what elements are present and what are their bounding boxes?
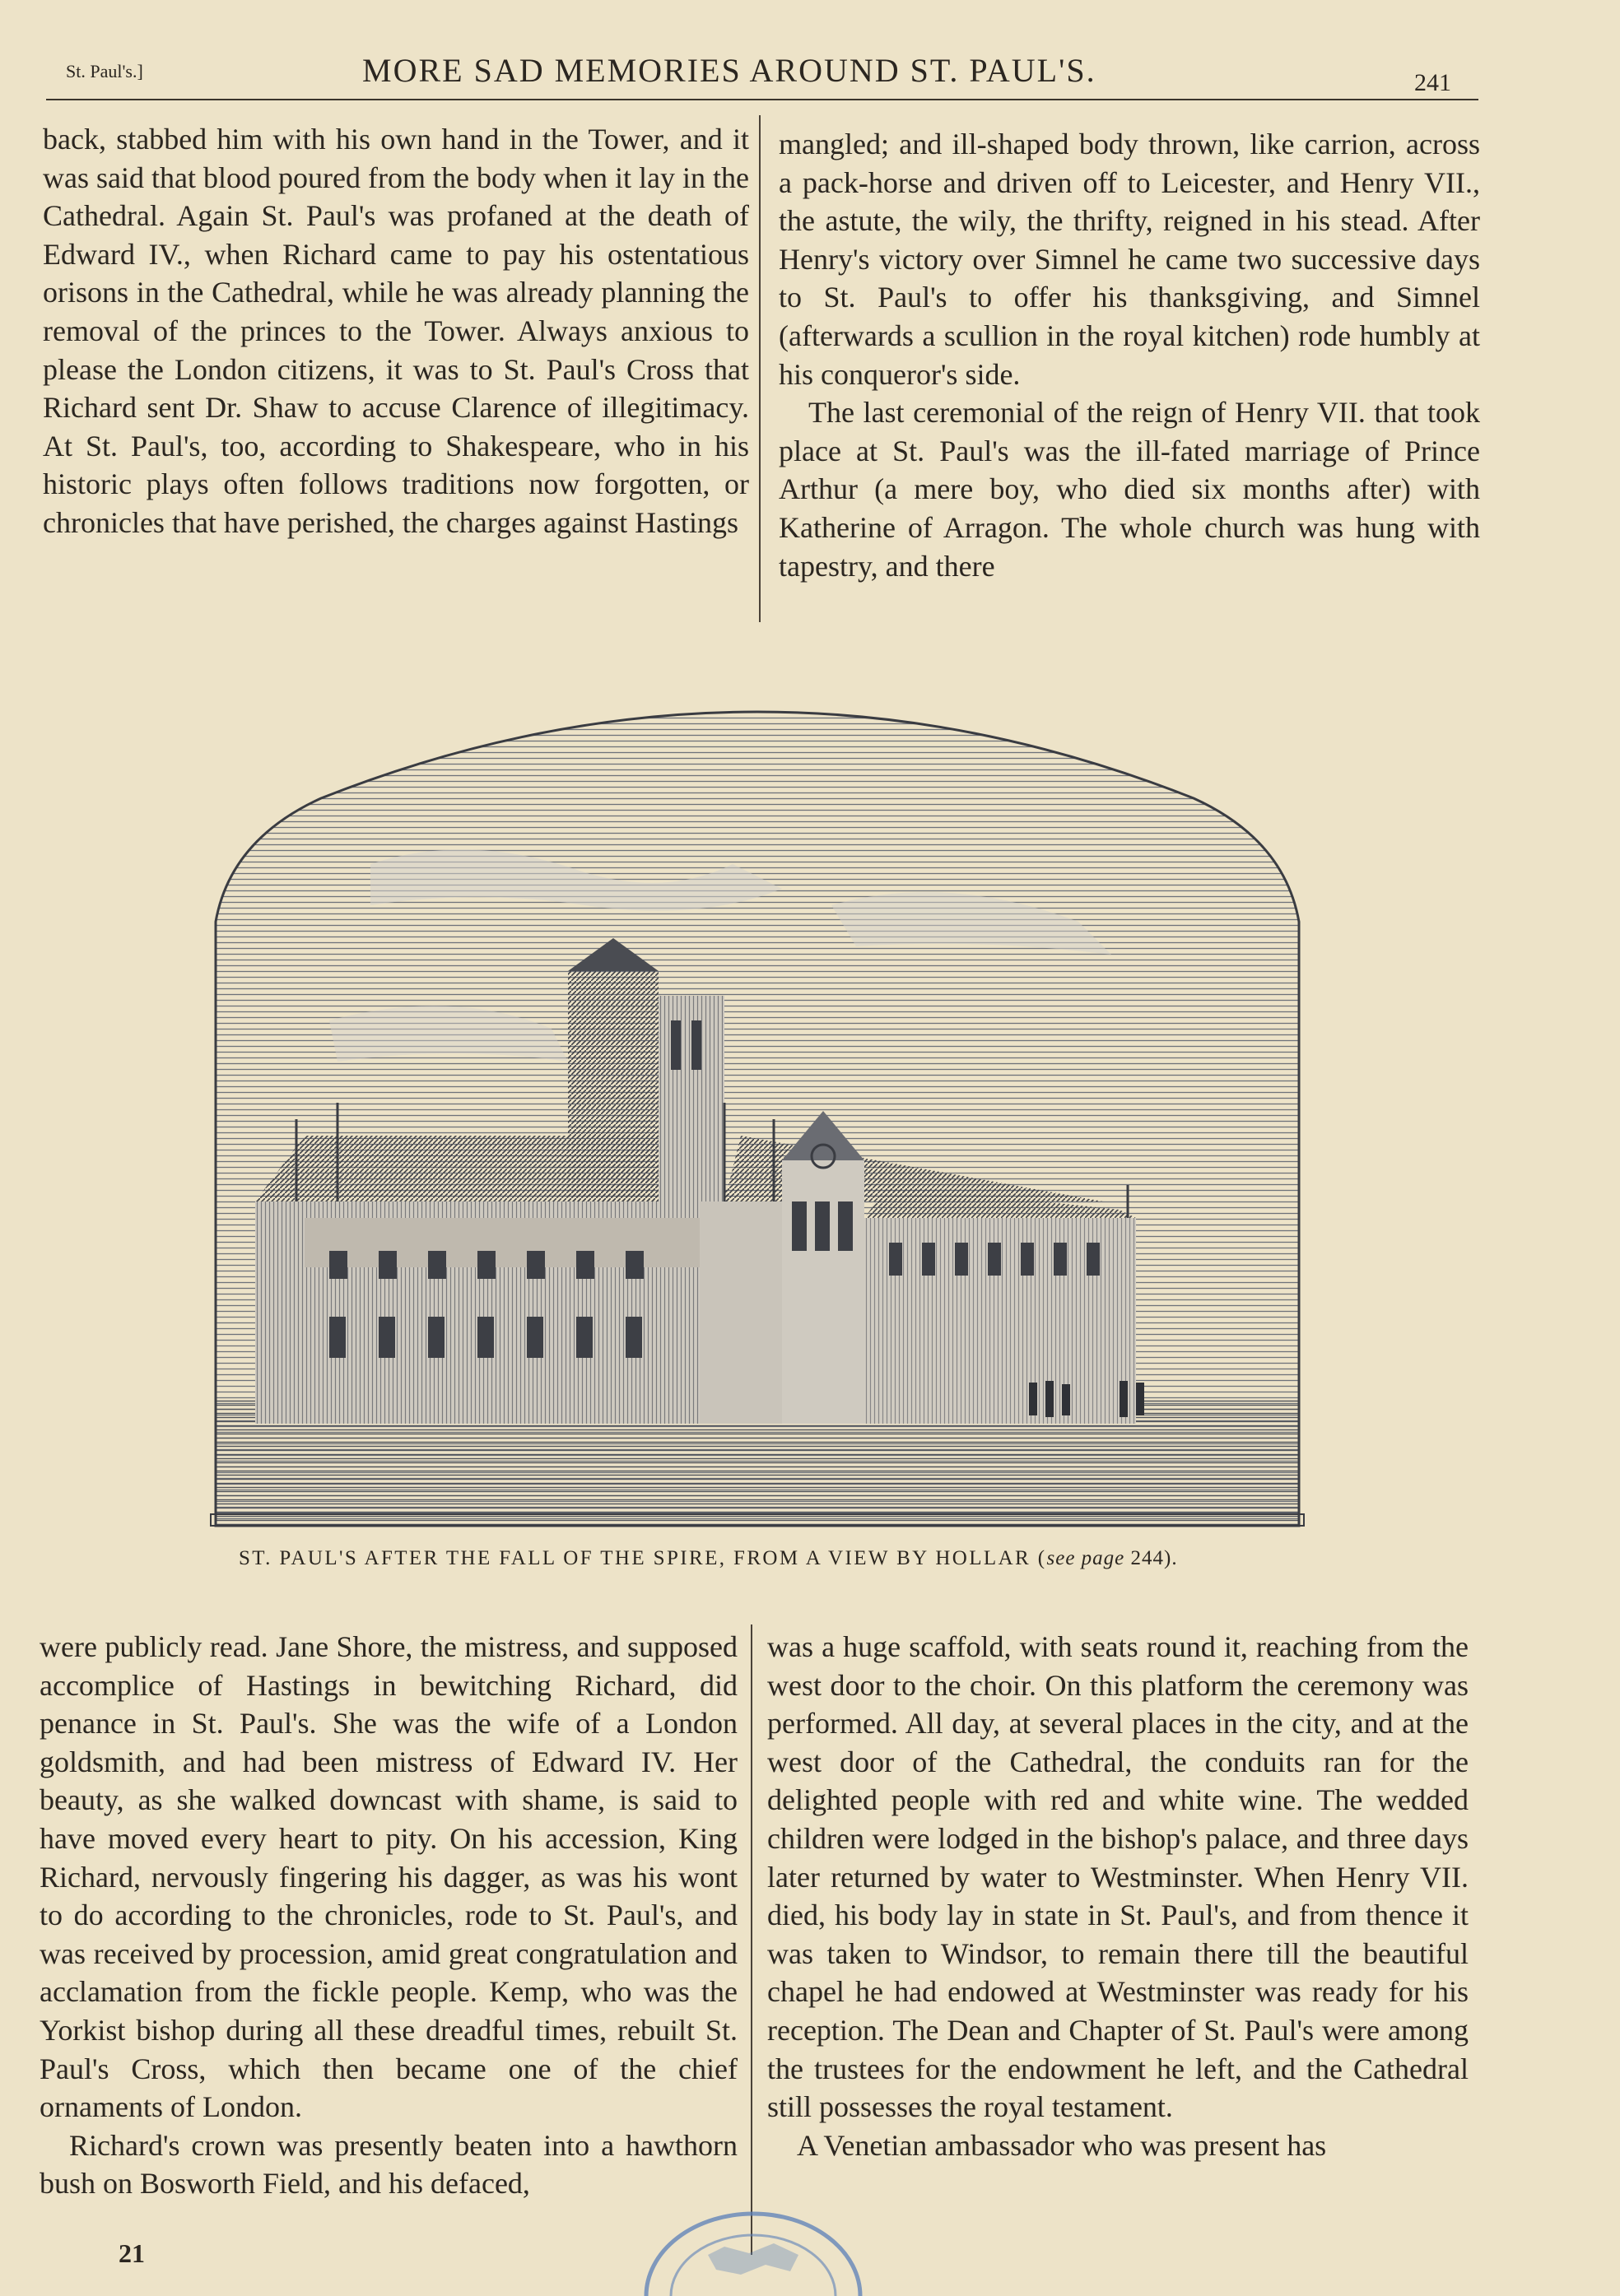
running-head-section: St. Paul's.]: [66, 61, 143, 81]
text-column-top-right: [779, 125, 1480, 632]
signature-mark: 21: [119, 2238, 145, 2268]
text-column-bottom-left: [40, 1628, 738, 2261]
text-column-bottom-right: [767, 1628, 1469, 2261]
paragraph: was a huge scaffold, with seats round it, reaching from the west door to the choir. On this platform the ceremony was performed. All day, at several places in the city, and at the west door of the Cathedral, the conduits ran for the delighted people with red and white wine. The wedded children were lodged in the bishop's palace, and three days later returned by water to Westminster. When Henry VII. died, his body lay in state in St. Paul's, and from thence it was taken to Windsor, to remain there till the beautiful chapel he had endowed at Westminster was ready for his reception. The Dean and Chapter of St. Paul's were among the trustees for the endowment he left, and the Cathedral still possesses the royal testament.: [767, 1630, 1469, 2124]
caption-page-ref: 244).: [1124, 1547, 1178, 1569]
column-divider-bottom: [751, 1624, 752, 2255]
caption-see-page: see page: [1046, 1547, 1125, 1569]
page-number: 241: [1414, 69, 1451, 96]
paragraph: Richard's crown was presently beaten into a hawthorn bush on Bosworth Field, and his defaced,: [40, 2128, 738, 2201]
caption-main: ST. PAUL'S AFTER THE FALL OF THE SPIRE, FROM A VIEW BY HOLLAR (: [239, 1547, 1047, 1569]
figure-caption: [239, 1547, 1334, 1570]
paragraph: back, stabbed him with his own hand in the Tower, and it was said that blood poured from the body when it lay in the Cathedral. Again St. Paul's was profaned at the death of Edward IV., when Richard came to pay his ostentatious orisons in the Cathedral, while he was already planning the removal of the princes to the Tower. Always anxious to please the London citizens, it was to St. Paul's Cross that Richard sent Dr. Shaw to accuse Clarence of illegitimacy. At St. Paul's, too, according to Shakespeare, who in his historic plays often follows traditions now forgotten, or chronicles that have perished, the charges against Hastings: [43, 123, 749, 539]
paragraph: were publicly read. Jane Shore, the mistress, and supposed accomplice of Hastings in bewitching Richard, did penance in St. Paul's. She was the wife of a London goldsmith, and had been mistress of Edward IV. Her beauty, as she walked downcast with shame, is said to have moved every heart to pity. On his accession, King Richard, nervously fingering his dagger, as was his wont to do according to the chronicles, rode to St. Paul's, and was received by procession, amid great congratulation and acclamation from the fickle people. Kemp, who was the Yorkist bishop during all these dreadful times, rebuilt St. Paul's Cross, which then became one of the chief ornaments of London.: [40, 1630, 738, 2124]
paragraph: A Venetian ambassador who was present has: [797, 2128, 1327, 2162]
cathedral-engraving: [206, 675, 1309, 1531]
running-head-title: MORE SAD MEMORIES AROUND ST. PAUL'S.: [362, 52, 1096, 89]
paragraph: The last ceremonial of the reign of Henry VII. that took place at St. Paul's was the ill-fated marriage of Prince Arthur (a mere boy, who died six months after) with Katherine of Arragon. The whole church was hung with tapestry, and there: [779, 396, 1480, 583]
column-divider-top: [759, 115, 761, 622]
text-column-top-left: [43, 120, 749, 622]
paragraph: mangled; and ill-shaped body thrown, like carrion, across a pack-horse and driven off to Leicester, and Henry VII., the astute, the wily, the thrifty, reigned in his stead. After Henry's victory over Simnel he came two successive days to St. Paul's to offer his thanksgiving, and Simnel (afterwards a scullion in the royal kitchen) rode humbly at his conqueror's side.: [779, 128, 1480, 391]
header-rule: [46, 99, 1478, 100]
library-stamp-icon: [634, 2205, 873, 2296]
